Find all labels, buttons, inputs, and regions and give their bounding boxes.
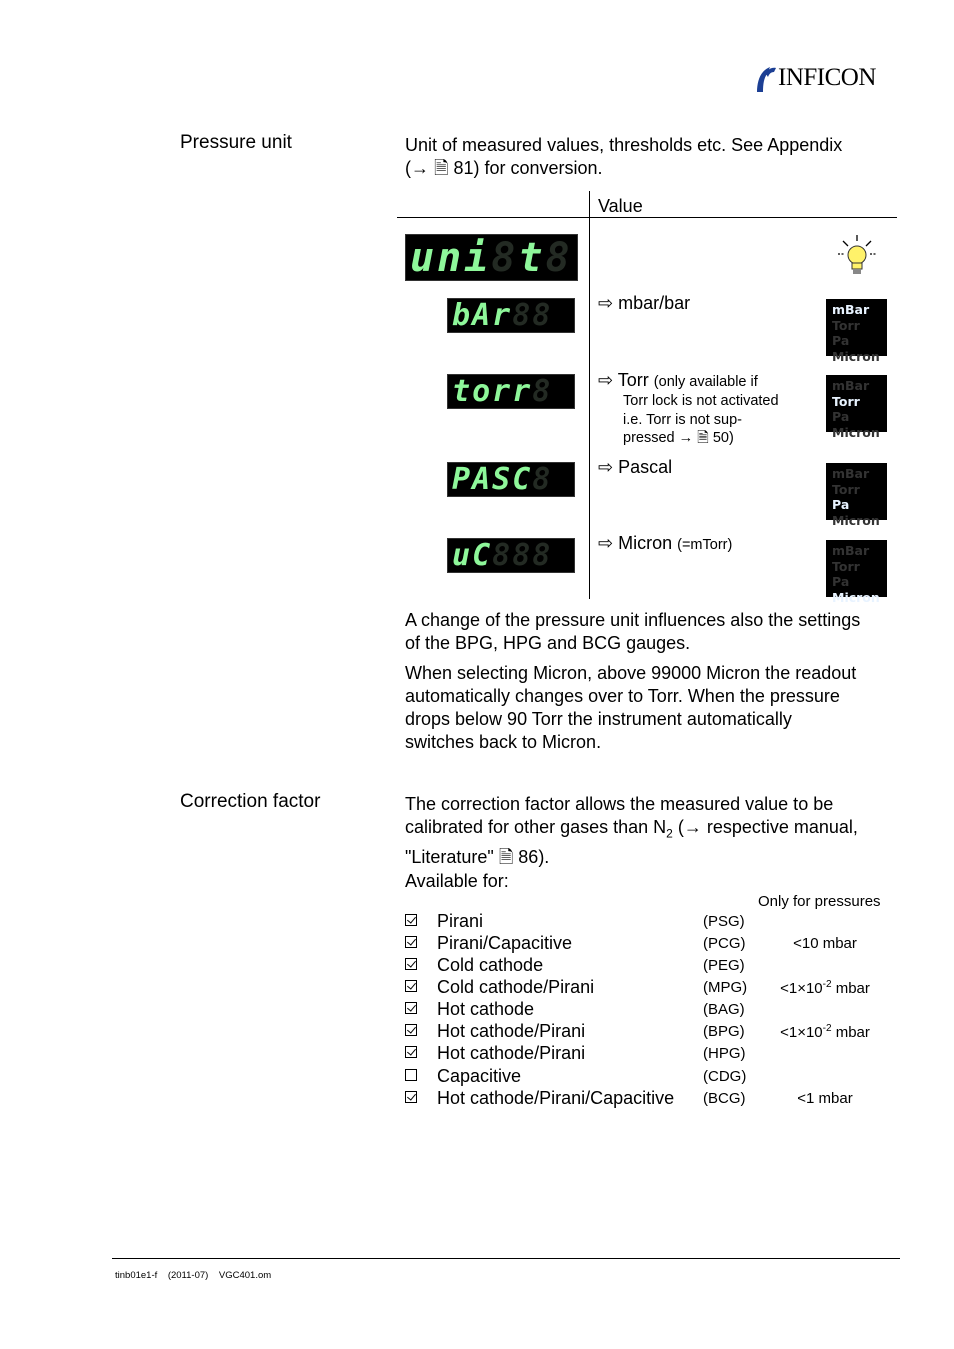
checkbox-checked-icon <box>405 958 417 970</box>
arrow-icon: ⇨ <box>598 533 614 553</box>
inficon-logo <box>754 64 899 94</box>
footer-doc-id: tinb01e1-f <box>115 1270 158 1281</box>
option-label: Pascal <box>618 457 673 477</box>
unit-badge-mbar: mBar Torr Pa Micron <box>826 299 887 356</box>
checkbox-checked-icon <box>405 1091 417 1103</box>
inficon-logo-icon <box>754 64 778 94</box>
checkbox-checked-icon <box>405 1024 417 1036</box>
gauge-row: Cold cathode/Pirani (MPG) $<1\times 10^{-2}$ mbar <box>405 977 875 999</box>
lcd-display-pasc: P A S C 8 <box>447 462 575 497</box>
footer <box>115 1270 271 1281</box>
intro-line-2: (→ 🗎 81) for conversion. <box>405 158 603 178</box>
correction-factor-label: Correction factor <box>180 791 321 812</box>
option-label: Torr <box>617 370 649 390</box>
lightbulb-icon <box>836 233 878 279</box>
option-torr: ⇨ Torr (only available if <box>598 370 758 390</box>
checkbox-checked-icon <box>405 980 417 992</box>
brand-name: INFICON <box>778 64 876 91</box>
gauge-row: Pirani/Capacitive (PCG) <10 mbar <box>405 933 875 955</box>
arrow-icon: ⇨ <box>598 370 614 390</box>
pressure-unit-note-2: When selecting Micron, above 99000 Micron the readout automatically changes over to Torr. When the pressure drops below 90 Torr the instrument automatically switches back to Micron. <box>405 663 857 752</box>
checkbox-checked-icon <box>405 1002 417 1014</box>
available-for-label: Available for: <box>405 871 509 891</box>
option-pascal <box>598 457 672 478</box>
checkbox-unchecked-icon <box>405 1069 417 1081</box>
pressure-unit-label: Pressure unit <box>180 132 292 153</box>
footer-date: (2011-07) <box>167 1270 209 1281</box>
arrow-icon: ⇨ <box>598 457 614 477</box>
gauge-row: Cold cathode (PEG) <box>405 955 875 977</box>
footer-file: VGC401.om <box>218 1270 272 1281</box>
limit-column-header: Only for pressures <box>758 893 881 910</box>
option-label: Micron <box>618 533 673 553</box>
option-mbar <box>598 293 690 314</box>
lcd-display-unit: u n i 8 t 8 <box>405 234 578 281</box>
unit-badge-micron: mBar Torr Pa Micron <box>826 540 887 597</box>
lcd-display-torr: t o r r 8 <box>447 374 575 409</box>
option-label: mbar/bar <box>618 293 691 313</box>
gauge-row: Hot cathode (BAG) <box>405 999 875 1021</box>
option-note: (=mTorr) <box>677 537 733 553</box>
correction-factor-description: The correction factor allows the measured value to be calibrated for other gases than $N_2$ (→ respective manual, "Literature" 🗎 86). <box>405 794 858 867</box>
arrow-icon: ⇨ <box>598 293 614 313</box>
gauge-row: Hot cathode/Pirani (BPG) $<1\times 10^{-2}$ mbar <box>405 1021 875 1043</box>
gauge-row: Hot cathode/Pirani/Capacitive (BCG) <1 mbar <box>405 1088 875 1110</box>
gauge-row: Pirani (PSG) <box>405 911 875 933</box>
table-header-rule <box>397 217 897 218</box>
checkbox-checked-icon <box>405 936 417 948</box>
value-header: Value <box>598 196 643 216</box>
gauge-row: Capacitive (CDG) <box>405 1066 875 1088</box>
unit-badge-pascal: mBar Torr Pa Micron <box>826 463 887 520</box>
gauge-row: Hot cathode/Pirani (HPG) <box>405 1043 875 1065</box>
footer-rule <box>112 1258 900 1259</box>
intro-line-1: Unit of measured values, thresholds etc. See Appendix <box>405 135 843 155</box>
checkbox-checked-icon <box>405 1046 417 1058</box>
pressure-unit-note-1: A change of the pressure unit influences also the settings of the BPG, HPG and BCG gauges. <box>405 610 861 653</box>
option-micron <box>598 533 732 554</box>
lcd-display-micron: u C 8 8 8 <box>447 538 575 573</box>
checkbox-checked-icon <box>405 914 417 926</box>
torr-note: Torr lock is not activated i.e. Torr is not sup- pressed → 🗎 50) <box>623 393 779 446</box>
pressure-unit-intro <box>405 134 842 180</box>
table-vertical-rule <box>589 191 590 599</box>
lcd-display-bar: b A r 8 8 <box>447 298 575 333</box>
unit-badge-torr: mBar Torr Pa Micron <box>826 375 887 432</box>
